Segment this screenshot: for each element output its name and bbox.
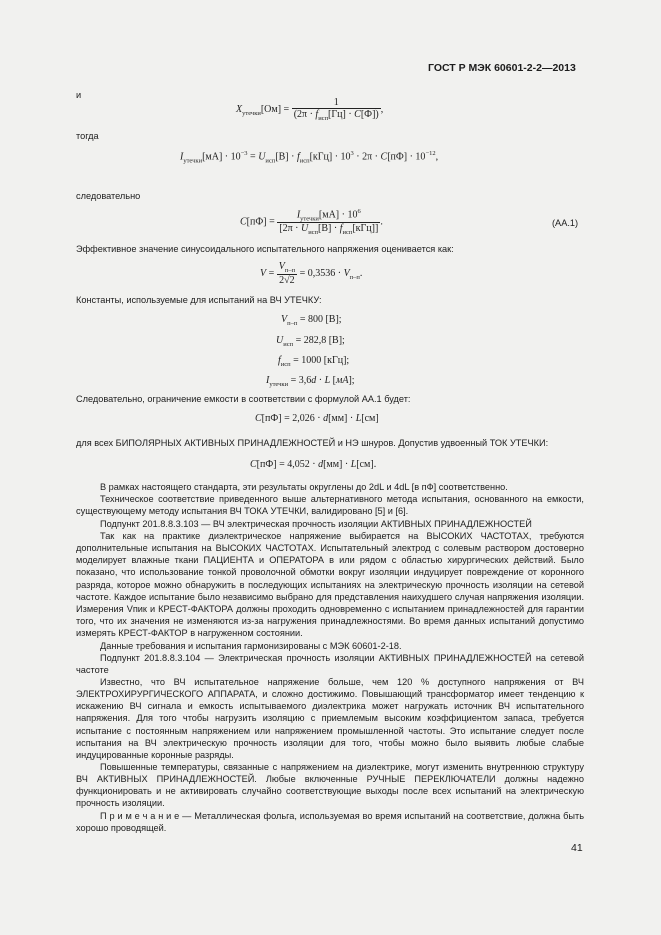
para-harmonized: Данные требования и испытания гармонизированы с МЭК 60601-2-18. <box>100 641 402 651</box>
note-text: — Металлическая фольга, используемая во время испытаний на соответствие, должна быть хорошо проводящей. <box>76 811 584 834</box>
formula-capacitance: C[пФ] = $\frac{I_{утечки}[мА] \cdot 10^6}{[2\pi \cdot U_{исп}[В] \cdot f_{исп}[кГц]]}$ . <box>240 208 383 237</box>
word-then: тогда <box>76 131 99 141</box>
subclause-103: Подпункт 201.8.8.3.103 — ВЧ электрическая прочность изоляции АКТИВНЫХ ПРИНАДЛЕЖНОСТЕЙ <box>100 519 532 529</box>
const-vpp: $V_{п-п} = 800$ [В]; <box>281 314 342 327</box>
equation-label: (AA.1) <box>552 218 579 228</box>
word-therefore: следовательно <box>76 191 141 201</box>
para-temperatures: Повышенные температуры, связанные с напряжением на диэлектрике, могут изменить внутреннюю структуру ВЧ АКТИВНЫХ ПРИНАДЛЕЖНОСТЕЙ. Любые включенные РУЧНЫЕ ПЕРЕКЛЮЧАТЕЛИ должны надежно функционировать и не активировать случайно соответствующие выходы после всех испытаний на электрическую прочность изоляции. <box>76 762 584 809</box>
standard-header: ГОСТ Р МЭК 60601-2-2—2013 <box>428 62 576 74</box>
para-transformer: Известно, что ВЧ испытательное напряжение больше, чем 120 % доступного напряжения от ВЧ ЭЛЕКТРОХИРУРГИЧЕСКОГО АППАРАТА, и сложно достижимо. Повышающий трансформатор имеет тенденцию к искажению ВЧ сигнала и емкость испытываемого диэлектрика может нагружать источник ВЧ испытательного напряжения. Для того чтобы нагрузить изоляцию с приемлемым высоким коэффициентом запаса, требуется испытание с постоянным напряжением или напряжением промышленной частоты. Это испытание следует после испытания на ВЧ электрическую прочность изоляции для того, чтобы можно было выявить любые слабые индуцированные коронные разряды. <box>76 677 584 760</box>
bipolar-line: для всех БИПОЛЯРНЫХ АКТИВНЫХ ПРИНАДЛЕЖНОСТЕЙ и НЭ шнуров. Допустив удвоенный ТОК УТЕЧКИ: <box>76 438 549 448</box>
formula-c-4052: C[пФ] = 4,052 · d[мм] · L[см]. <box>250 459 377 470</box>
word-and: и <box>76 90 82 100</box>
para-rounding: В рамках настоящего стандарта, эти результаты округлены до 2dL и 4dL [в пФ] соответственно. <box>100 482 508 492</box>
formula-v-rms: V = $\frac{V_{п-п}}{2√2}$ = $0,3536 \cdot V_{п-п}$. <box>260 261 363 286</box>
rms-intro: Эффективное значение синусоидального испытательного напряжения оценивается как: <box>76 244 454 254</box>
subclause-104: Подпункт 201.8.8.3.104 — Электрическая прочность изоляции АКТИВНЫХ ПРИНАДЛЕЖНОСТЕЙ на сетевой частоте <box>76 653 584 676</box>
const-fisp: $f_{исп} = 1000$ [кГц]; <box>278 355 350 368</box>
para-validation: Техническое соответствие приведенного выше альтернативного метода испытания, основанного на емкости, существующему методу испытания ВЧ ТОКА УТЕЧКИ, валидировано [5] и [6]. <box>76 494 584 517</box>
constants-intro: Константы, используемые для испытаний на ВЧ УТЕЧКУ: <box>76 295 322 305</box>
note-label: П р и м е ч а н и е <box>100 811 180 821</box>
page-number: 41 <box>571 842 583 854</box>
const-uisp: $U_{исп} = 282,8$ [В]; <box>276 335 345 348</box>
formula-i-leakage: $I_{утечки}[мА] \cdot 10^{-3} = U_{исп}[В] \cdot f_{исп}[кГц] \cdot 10^3 \cdot 2\pi \cdot C[пФ] \cdot 10^{-12}$, <box>180 150 439 165</box>
note <box>76 810 584 834</box>
formula-c-2026: C[пФ] = 2,026 · d[мм] · L[см] <box>255 413 379 424</box>
const-ileak: $I_{утечки} = 3,6d \cdot L$ [мА]; <box>266 375 355 388</box>
para-hf-tests: Так как на практике диэлектрическое напряжение выбирается на ВЫСОКИХ ЧАСТОТАХ, требуются дополнительные испытания на ВЫСОКИХ ЧАСТОТАХ. Испытательный электрод с солевым раствором достоверно моделирует влажные ткани ПАЦИЕНТА и ОПЕРАТОРА в или рядом с областью хирургических действий. Было показано, что использование тонкой проволочной обмотки вокруг изоляции индуцирует повреждение от коронного разряда, которое можно обнаружить в последующих испытаниях на электрическую прочность изоляции на сетевой частоте. Каждое испытание было независимо выбрано для представления наихудшего случая напряжения изоляции. Измерения Vпик и КРЕСТ-ФАКТОРА должны проходить одновременно с испытанием принадлежностей для гарантии того, что их значения не изменяются из-за нагружения принадлежностями. Во время данных испытаний допустимо измерять КРЕСТ-ФАКТОР в нагруженном состоянии. <box>76 531 584 639</box>
cap-limit-intro: Следовательно, ограничение емкости в соответствии с формулой AA.1 будет: <box>76 394 411 404</box>
formula-x-leakage: $X_{утечки}[Ом]$ = $\frac{1}{(2\pi \cdot f_{исп}[Гц] \cdot C[Ф])}$ , <box>236 97 384 122</box>
